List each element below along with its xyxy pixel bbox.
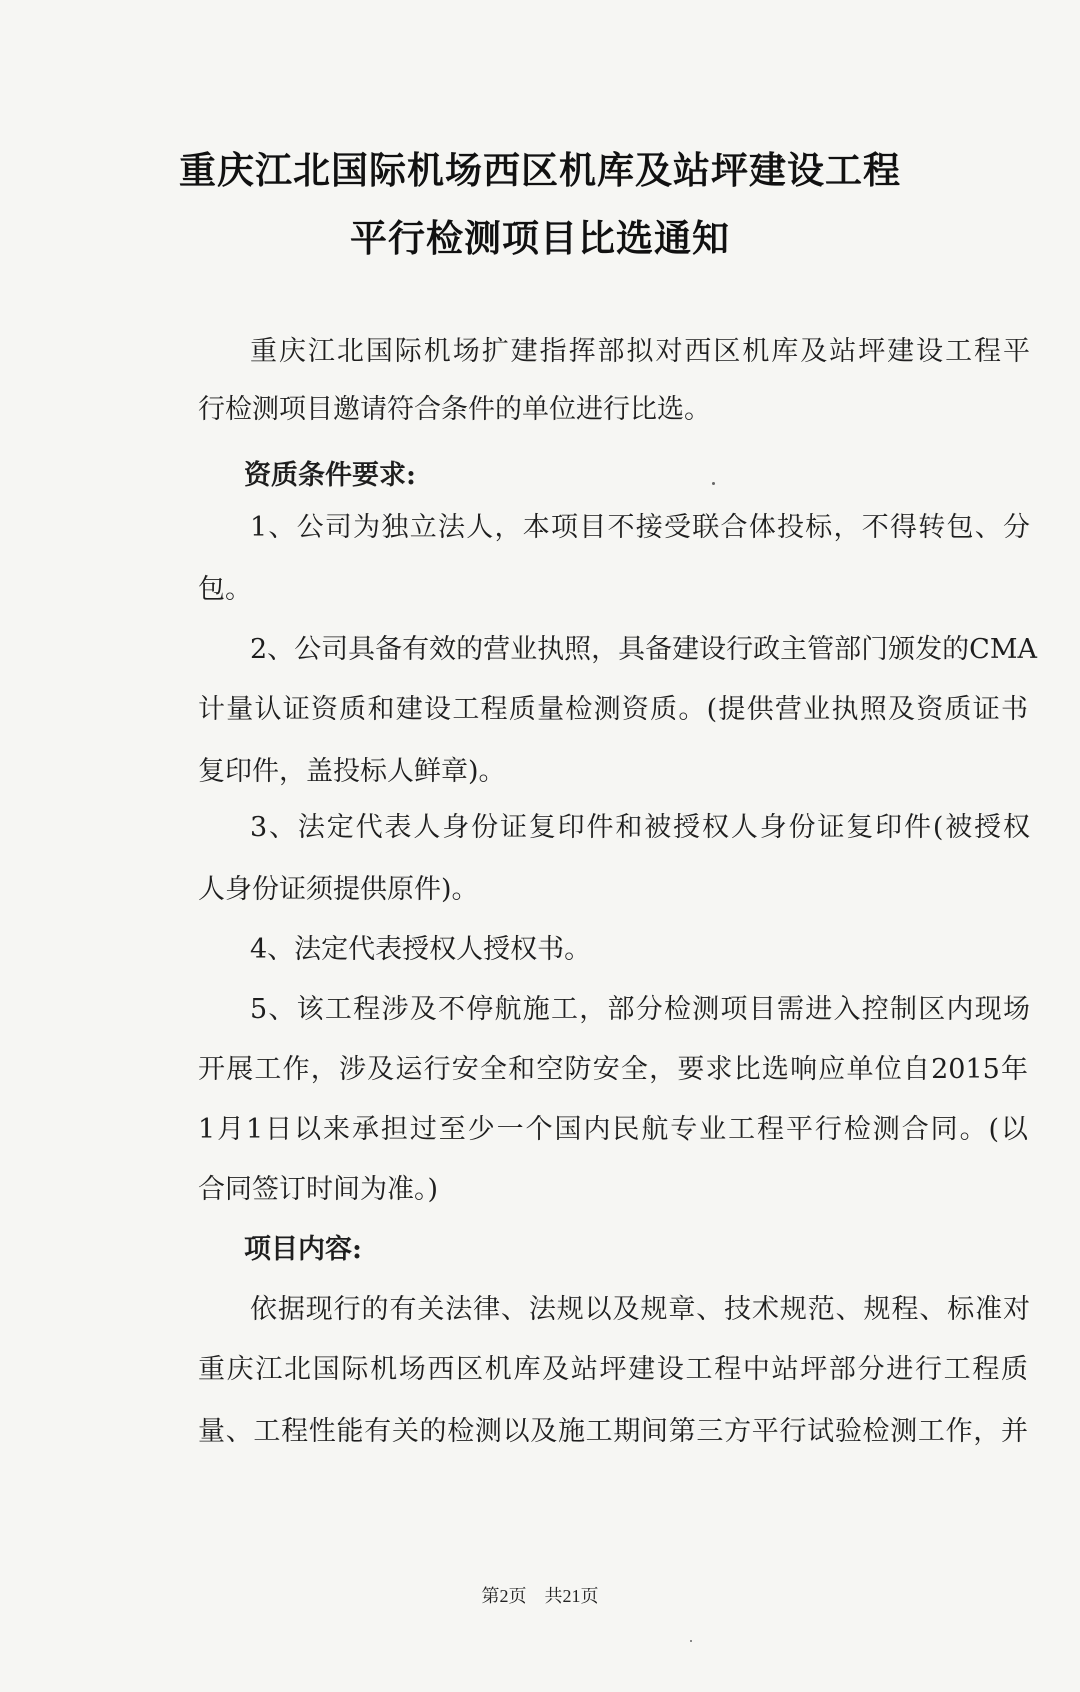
document-title-line-1: 重庆江北国际机场西区机库及站坪建设工程	[179, 149, 901, 192]
page-number-footer: 第2页 共21页	[481, 1586, 599, 1606]
item-2-line-3: 复印件，盖投标人鲜章)。	[198, 756, 506, 787]
item-1-line-2: 包。	[198, 574, 252, 605]
scan-speck	[690, 1640, 692, 1642]
item-3-line-2: 人身份证须提供原件)。	[198, 874, 479, 905]
scan-speck	[712, 482, 715, 485]
item-3-line-1: 3、法定代表人身份证复印件和被授权人身份证复印件(被授权	[250, 812, 1030, 843]
content-line-1: 依据现行的有关法律、法规以及规章、技术规范、规程、标准对	[250, 1294, 1030, 1325]
content-line-2: 重庆江北国际机场西区机库及站坪建设工程中站坪部分进行工程质	[198, 1354, 1028, 1385]
content-heading: 项目内容:	[244, 1234, 362, 1265]
item-1-line-1: 1、公司为独立法人，本项目不接受联合体投标，不得转包、分	[250, 512, 1030, 543]
item-2-line-1: 2、公司具备有效的营业执照，具备建设行政主管部门颁发的CMA	[250, 634, 1037, 665]
intro-line-1: 重庆江北国际机场扩建指挥部拟对西区机库及站坪建设工程平	[250, 336, 1030, 367]
content-line-3: 量、工程性能有关的检测以及施工期间第三方平行试验检测工作，并	[198, 1416, 1028, 1447]
item-2-line-2: 计量认证资质和建设工程质量检测资质。(提供营业执照及资质证书	[198, 694, 1028, 725]
item-4-line-1: 4、法定代表授权人授权书。	[250, 934, 592, 965]
item-5-line-2: 开展工作，涉及运行安全和空防安全，要求比选响应单位自2015年	[198, 1054, 1028, 1085]
item-5-line-4: 合同签订时间为准。)	[198, 1174, 439, 1205]
intro-line-2: 行检测项目邀请符合条件的单位进行比选。	[198, 394, 711, 425]
item-5-line-1: 5、该工程涉及不停航施工，部分检测项目需进入控制区内现场	[250, 994, 1030, 1025]
document-title-line-2: 平行检测项目比选通知	[350, 217, 730, 260]
qualification-heading: 资质条件要求:	[244, 460, 416, 491]
item-5-line-3: 1月1日以来承担过至少一个国内民航专业工程平行检测合同。(以	[198, 1114, 1028, 1145]
